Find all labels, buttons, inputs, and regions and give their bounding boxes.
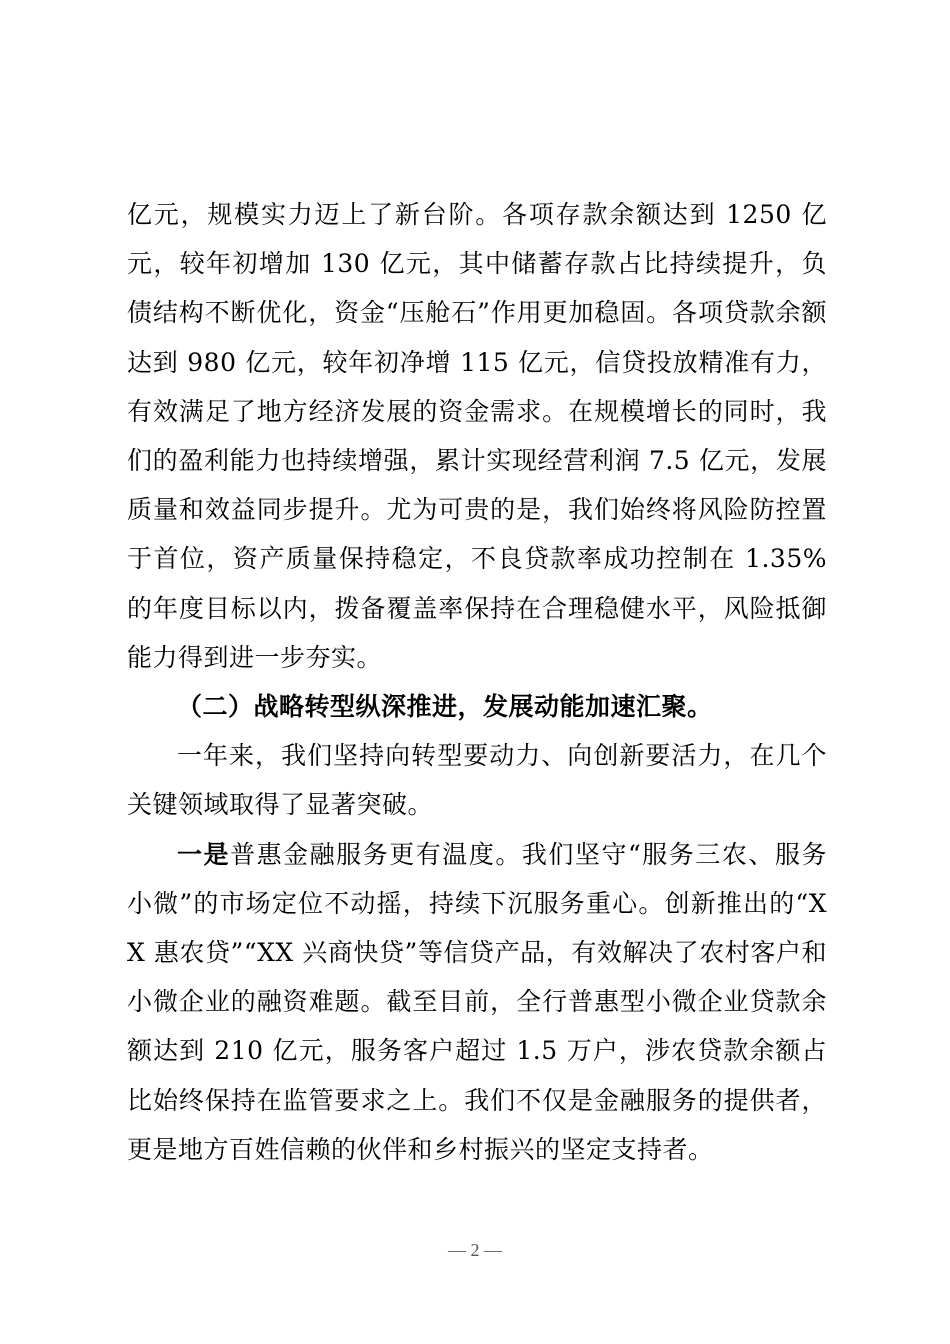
document-body xyxy=(127,190,827,1174)
paragraph-inclusive-finance-text: 普惠金融服务更有温度。我们坚守“服务三农、服务小微”的市场定位不动摇，持续下沉服务重心。创新推出的“XX 惠农贷”“XX 兴商快贷”等信贷产品，有效解决了农村客户和小微企业的融资难题。截至目前，全行普惠型小微企业贷款余额达到 210 亿元，服务客户超过 1.5 万户，涉农贷款余额占比始终保持在监管要求之上。我们不仅是金融服务的提供者，更是地方百姓信赖的伙伴和乡村振兴的坚定支持者。 xyxy=(127,839,827,1164)
section-heading-strategic-transformation: （二）战略转型纵深推进，发展动能加速汇聚。 xyxy=(177,692,713,722)
paragraph-inclusive-finance xyxy=(127,830,827,1174)
paragraph-continued-summary: 亿元，规模实力迈上了新台阶。各项存款余额达到 1250 亿元，较年初增加 130 亿元，其中储蓄存款占比持续提升，负债结构不断优化，资金“压舱石”作用更加稳固。各项贷款余额达到 980 亿元，较年初净增 115 亿元，信贷投放精准有力，有效满足了地方经济发展的资金需求。在规模增长的同时，我们的盈利能力也持续增强，累计实现经营利润 7.5 亿元，发展质量和效益同步提升。尤为可贵的是，我们始终将风险防控置于首位，资产质量保持稳定，不良贷款率成功控制在 1.35%的年度目标以内，拨备覆盖率保持在合理稳健水平，风险抵御能力得到进一步夯实。 xyxy=(127,200,827,672)
paragraph-transformation-intro: 一年来，我们坚持向转型要动力、向创新要活力，在几个关键领域取得了显著突破。 xyxy=(127,741,827,820)
paragraph-lead-label: 一是 xyxy=(177,839,231,869)
page-number: — 2 — xyxy=(448,1240,502,1260)
